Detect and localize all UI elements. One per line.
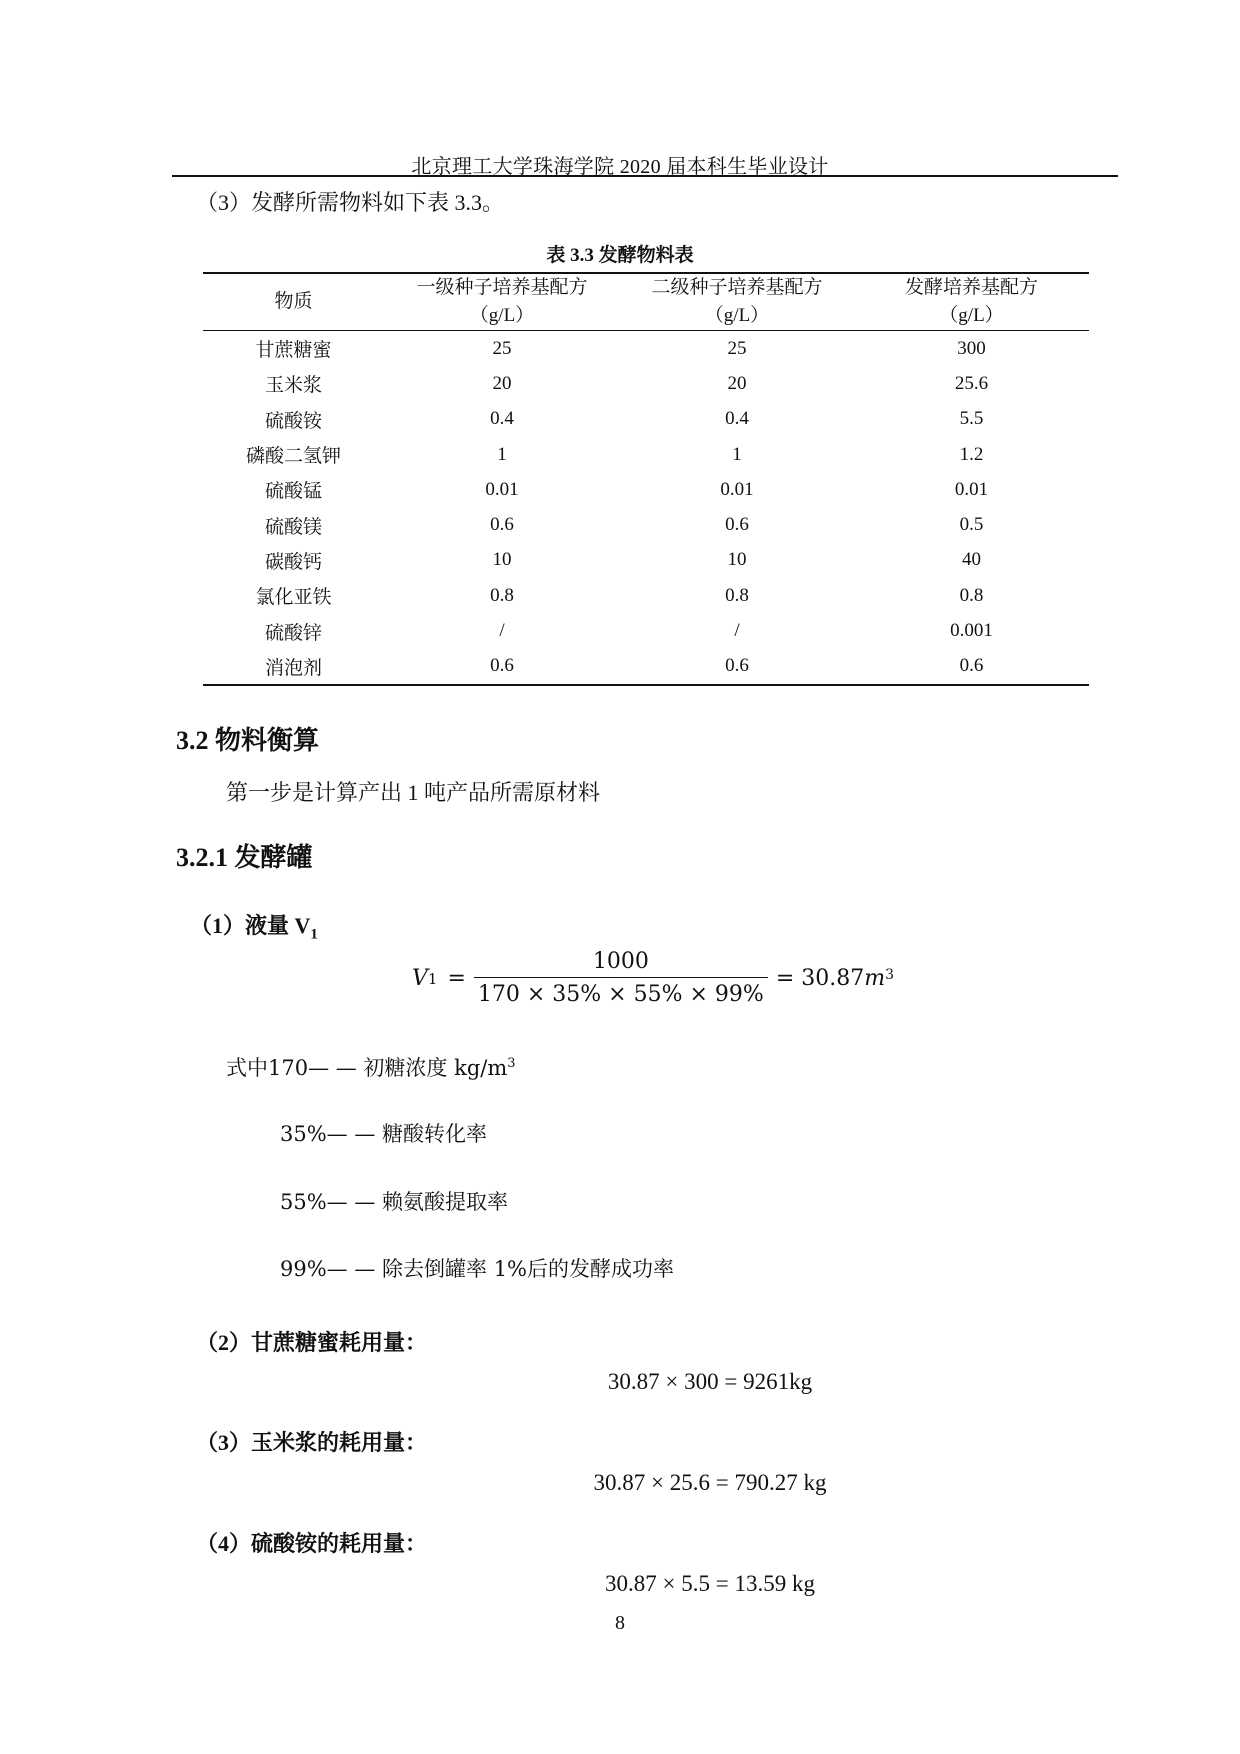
where-line-extraction-rate: 55%— — 赖氨酸提取率 [280, 1190, 509, 1214]
formula-unit-superscript: 3 [885, 967, 895, 983]
table-row [203, 437, 1089, 472]
column-header-secondary-seed [620, 273, 854, 331]
cell-value: 1 [497, 443, 507, 465]
cell-substance: 硫酸锌 [264, 622, 322, 644]
cell-value: 0.8 [725, 584, 749, 606]
item-3-equation: 30.87 × 25.6 = 790.27 kg [593, 1470, 827, 1495]
where-line-success-rate: 99%— — 除去倒罐率 1%后的发酵成功率 [280, 1257, 675, 1281]
where-superscript: 3 [507, 1056, 516, 1071]
cell-value: 10 [492, 549, 512, 571]
table-row [203, 472, 1089, 507]
item-1-label-text: （1）液量 V [190, 913, 311, 938]
formula-lhs: V [412, 966, 428, 991]
cell-substance: 碳酸钙 [264, 551, 322, 573]
cell-value: 1.2 [959, 443, 984, 465]
cell-substance: 消泡剂 [203, 649, 384, 685]
table-caption: 表 3.3 发酵物料表 [546, 245, 694, 266]
cell-value: 0.6 [490, 514, 514, 536]
cell-value: 0.6 [384, 649, 620, 685]
section-heading-3-2: 3.2 物料衡算 [176, 726, 320, 755]
cell-value: 0.4 [725, 408, 749, 430]
cell-value: 0.8 [490, 584, 514, 606]
cell-value: 0.01 [720, 478, 754, 500]
formula-unit: m [864, 966, 886, 991]
column-header-label: 一级种子培养基配方 [416, 277, 588, 298]
cell-value: 1 [732, 443, 742, 465]
column-header-fermentation [854, 273, 1089, 331]
page-header-title: 北京理工大学珠海学院 2020 届本科生毕业设计 [411, 156, 829, 178]
cell-value: 0.001 [950, 620, 993, 642]
cell-value: 0.6 [620, 649, 854, 685]
cell-value: 0.01 [485, 478, 519, 500]
item-1-label [190, 909, 318, 943]
table-row [203, 507, 1089, 542]
where-line-sugar-concentration [226, 1052, 516, 1082]
where-text: 式中170— — 初糖浓度 kg/m [226, 1056, 508, 1080]
item-3-label: （3）玉米浆的耗用量： [196, 1430, 428, 1455]
volume-formula [412, 947, 894, 1010]
column-header-unit: （g/L） [704, 305, 770, 326]
cell-value: 0.5 [959, 514, 984, 536]
formula-fraction [474, 947, 768, 1010]
table-row [203, 578, 1089, 613]
cell-value: 0.8 [959, 584, 984, 606]
column-header-substance [203, 273, 384, 331]
cell-substance: 硫酸锰 [264, 481, 322, 503]
where-line-conversion-rate: 35%— — 糖酸转化率 [280, 1122, 488, 1146]
column-header-unit: （g/L） [939, 305, 1004, 326]
column-header-label: 发酵培养基配方 [904, 277, 1038, 298]
item-1-label-subscript: 1 [310, 926, 318, 943]
formula-equals: = [447, 966, 466, 991]
table-row [203, 649, 1089, 685]
cell-value: 0.4 [490, 408, 514, 430]
table-row [203, 331, 1089, 367]
cell-substance: 硫酸镁 [264, 516, 322, 538]
cell-substance: 磷酸二氢钾 [245, 446, 341, 468]
formula-lhs-subscript: 1 [427, 969, 438, 988]
materials-table [203, 272, 1089, 686]
table-row [203, 402, 1089, 437]
column-header-label: 二级种子培养基配方 [651, 277, 823, 298]
cell-value: 300 [957, 337, 986, 359]
table-row [203, 366, 1089, 401]
table-row [203, 543, 1089, 578]
formula-denominator: 170 × 35% × 55% × 99% [474, 977, 768, 1010]
cell-value: 0.6 [854, 649, 1089, 685]
cell-value: 25 [727, 337, 747, 359]
cell-value: 25 [492, 337, 512, 359]
cell-substance: 玉米浆 [264, 375, 322, 397]
column-header-unit: （g/L） [469, 305, 535, 326]
page-number: 8 [615, 1612, 625, 1634]
cell-value: 0.01 [954, 478, 989, 500]
table-row [203, 613, 1089, 648]
cell-value: / [734, 620, 740, 642]
cell-substance: 氯化亚铁 [255, 587, 332, 609]
column-header-label: 物质 [274, 291, 313, 312]
item-4-label: （4）硫酸铵的耗用量： [196, 1531, 428, 1556]
column-header-primary-seed [384, 273, 620, 331]
formula-result: = 30.87 [775, 966, 865, 991]
cell-value: 0.6 [725, 514, 749, 536]
item-4-equation: 30.87 × 5.5 = 13.59 kg [605, 1571, 815, 1596]
cell-value: 20 [727, 372, 747, 394]
cell-value: / [499, 620, 505, 642]
cell-substance: 甘蔗糖蜜 [255, 340, 332, 362]
section-heading-3-2-1: 3.2.1 发酵罐 [176, 843, 313, 872]
section-3-2-text: 第一步是计算产出 1 吨产品所需原材料 [226, 780, 601, 805]
cell-value: 20 [492, 372, 512, 394]
item-2-equation: 30.87 × 300 = 9261kg [607, 1369, 813, 1394]
item-2-label: （2）甘蔗糖蜜耗用量： [196, 1330, 428, 1355]
formula-numerator: 1000 [592, 949, 649, 974]
cell-value: 10 [727, 549, 747, 571]
cell-value: 25.6 [954, 372, 989, 394]
header-divider [172, 175, 1118, 177]
cell-value: 5.5 [959, 408, 984, 430]
cell-substance: 硫酸铵 [264, 410, 322, 432]
cell-value: 40 [962, 549, 981, 571]
table-header-row [203, 273, 1089, 331]
intro-paragraph: （3）发酵所需物料如下表 3.3。 [196, 190, 505, 215]
